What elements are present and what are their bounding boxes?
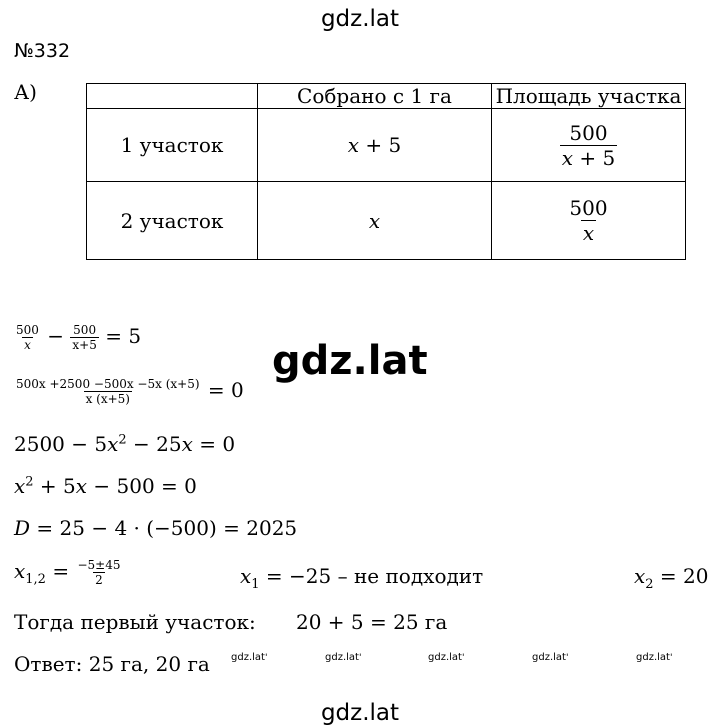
table-row: [87, 182, 686, 260]
problem-number: №332: [14, 40, 71, 62]
table-header-row: [87, 84, 686, 109]
table-cell-yield: x + 5: [258, 109, 492, 182]
first-plot-value: 20 + 5 = 25 га: [296, 610, 448, 634]
root-2: $x_2 = 20$: [634, 564, 709, 592]
data-table: [86, 83, 686, 260]
part-label: А): [14, 80, 37, 104]
table-header-cell: Площадь участка: [492, 84, 686, 109]
area-fraction: $\frac{500}{x}$: [569, 196, 608, 245]
watermark-small: gdz.lat ': [325, 652, 361, 663]
watermark-small: gdz.lat ': [636, 652, 672, 663]
root-1: $x_1 = -25$ – не подходит: [240, 564, 484, 592]
roots-formula: $x_{1,2}$ = $\frac{-5\pm 45}{2}$: [14, 558, 121, 587]
area-fraction: $\frac{500}{x + 5}$: [561, 120, 616, 170]
table-row: [87, 109, 686, 182]
watermark-small: gdz.lat ': [532, 652, 568, 663]
watermark-center: gdz.lat: [272, 338, 428, 384]
equation-line-3: $2500 - 5x^2 - 25x = 0$: [14, 432, 236, 456]
answer-line: Ответ: 25 га, 20 га: [14, 652, 210, 676]
table-cell-plot: 1 участок: [87, 109, 258, 182]
watermark-bottom: gdz.lat: [320, 700, 400, 726]
equation-line-4: $x^2 + 5x - 500 = 0$: [14, 474, 197, 498]
table-header-cell: Собрано с 1 га: [258, 84, 492, 109]
discriminant-line: D = 25 − 4 · (−500) = 2025: [14, 516, 298, 540]
equation-line-2: $\frac{500x +2500 -500x -5x (x+5)}{x (x+5)}$ = 0: [16, 377, 244, 406]
table-header-cell: [87, 84, 258, 109]
table-cell-area: [492, 182, 686, 260]
watermark-small: gdz.lat ': [231, 652, 267, 663]
table-cell-plot: 2 участок: [87, 182, 258, 260]
table-cell-area: [492, 109, 686, 182]
first-plot-label: Тогда первый участок:: [14, 610, 256, 634]
equation-line-1: $\frac{500}{x}$ − $\frac{500}{x+5}$ = 5: [16, 323, 142, 352]
table-cell-yield: x: [258, 182, 492, 260]
watermark-small: gdz.lat ': [428, 652, 464, 663]
watermark-top: gdz.lat: [320, 6, 400, 32]
